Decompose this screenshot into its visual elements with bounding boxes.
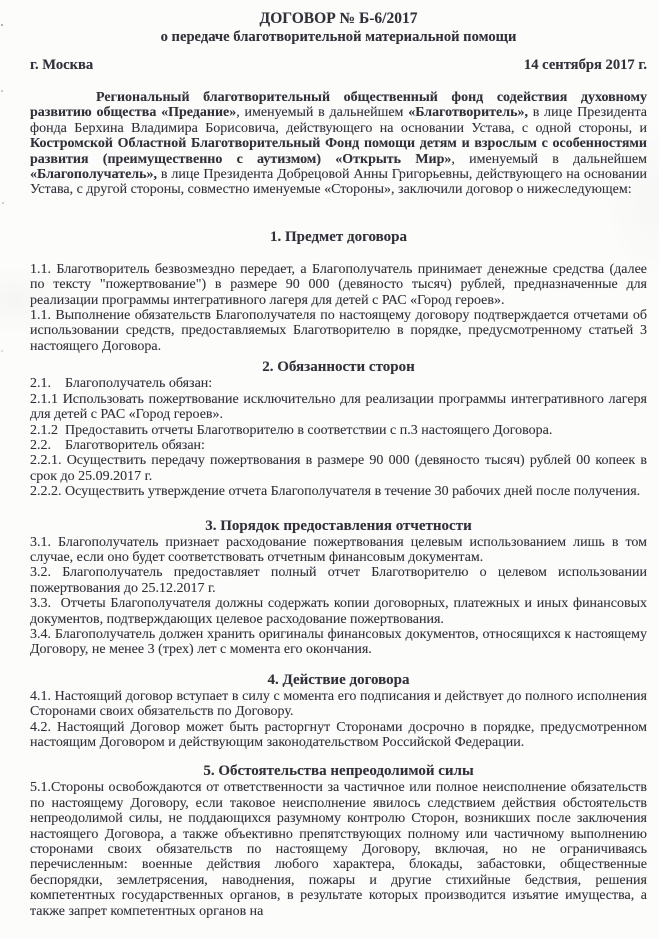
section-subject	[30, 228, 647, 354]
section-reporting	[30, 517, 647, 658]
clause-1-1: 1.1. Благотворитель безвозмездно передает, а Благополучатель принимает денежные средства (далее по тексту "пожертвование") в размере 90 000 (девяносто тысяч) рублей, предназначенные для реализации программы интегративного лагеря для детей с РАС «Город героев».	[30, 261, 647, 308]
clause-3-1: 3.1. Благополучатель признает расходование пожертвования целевым использованием лишь в том случае, если оно будет соответствовать отчетным финансовым документам.	[30, 534, 647, 565]
clause-2-2-2: 2.2.2. Осуществить утверждение отчета Благополучателя в течение 30 рабочих дней после получения.	[30, 484, 641, 500]
section-force-majeure	[30, 762, 647, 919]
clause-3-3: 3.3. Отчеты Благополучателя должны содержать копии договорных, платежных и иных финансовых документов, подтверждающих целевое расходование пожертвования.	[30, 596, 647, 627]
preamble-text: в лице Президента Добрецовой Анны Григорьевны, действующего на основании Устава, с другой стороны, совместно именуемые «Стороны», заключили договор о нижеследующем:	[30, 167, 647, 198]
document-city: г. Москва	[30, 57, 94, 73]
place-date-row	[30, 57, 647, 74]
preamble-text: , именуемый в дальнейшем	[236, 105, 409, 121]
clause-2-2: 2.2. Благотворитель обязан:	[30, 437, 205, 453]
clause-2-1-2: 2.1.2 Предоставить отчеты Благотворителю в соответствии с п.3 настоящего Договора.	[30, 422, 553, 438]
clause-3-4: 3.4. Благополучатель должен хранить оригиналы финансовых документов, относящихся к настоящему Договору, не менее 3 (трех) лет с момента его окончания.	[30, 626, 647, 658]
preamble-text: , именуемый в дальнейшем	[451, 151, 647, 167]
clause-1-1-duplicate: 1.1. Выполнение обязательств Благополучателя по настоящему договору подтверждается отчетами об использовании средств, предоставляемых Благотворителю в порядке, предусмотренному статьей 3 настоящего Договора.	[30, 308, 647, 354]
clause-5-1: 5.1.Стороны освобождаются от ответственности за частичное или полное неисполнение обязательств по настоящему Договору, если таковое неисполнение явилось следствием действия обстоятельств непреодолимой силы, не поддающихся разумному контролю Сторон, возникших после заключения настоящего Договора, а также объективно препятствующих полному или частичному выполнению сторонами своих обязательств по настоящему Договору, включая, но не ограничиваясь перечисленным: военные действия любого характера, блокады, забастовки, общественные беспорядки, землетрясения, наводнения, пожары и другие стихийные бедствия, решения компетентных государственных органов, в результате которых производится изъятие имущества, а также запрет компетентных органов на	[30, 780, 647, 919]
document-subtitle: о передаче благотворительной материальной помощи	[160, 29, 517, 45]
section-1-heading: 1. Предмет договора	[269, 228, 408, 245]
section-2-heading: 2. Обязанности сторон	[262, 359, 415, 376]
document-date: 14 сентября 2017 г.	[523, 57, 647, 73]
clause-4-1: 4.1. Настоящий договор вступает в силу с момента его подписания и действует до полного исполнения Сторонами своих обязательств по Договору.	[30, 688, 647, 720]
preamble-beneficiary-name: Костромской Областной Благотворительный Фонд помощи детям и взрослым с особенностями развития (преимущественно с аутизмом) «Открыть Мир»	[30, 136, 647, 167]
clause-2-2-1: 2.2.1. Осуществить передачу пожертвования в размере 90 000 (девяносто тысяч) рублей 00 копеек в срок до 25.09.2017 г.	[30, 453, 647, 484]
section-4-heading: 4. Действие договора	[267, 671, 410, 688]
section-3-heading: 3. Порядок предоставления отчетности	[205, 517, 472, 534]
preamble-beneficiary-term: «Благополучатель»,	[30, 167, 158, 183]
section-validity	[30, 671, 647, 751]
preamble-benefactor-term: «Благотворитель»,	[408, 105, 528, 121]
clause-2-1-1: 2.1.1 Использовать пожертвование исключительно для реализации программы интегративного лагеря для детей с РАС «Город героев».	[30, 391, 647, 423]
section-5-heading: 5. Обстоятельства непреодолимой силы	[203, 763, 474, 780]
preamble-text: в лице Президента фонда Берхина Владимира Борисовича, действующего на основании Устава, с одной стороны, и	[30, 105, 647, 136]
clause-2-1: 2.1. Благополучатель обязан:	[30, 376, 213, 392]
section-obligations	[30, 358, 647, 499]
preamble-paragraph	[30, 90, 647, 198]
clause-4-2: 4.2. Настоящий Договор может быть расторгнут Сторонами досрочно в порядке, предусмотренном настоящим Договором и действующим законодательством Российской Федерации.	[30, 719, 647, 750]
document-title: ДОГОВОР № Б-6/2017	[259, 10, 418, 27]
clause-3-2: 3.2. Благополучатель предоставляет полный отчет Благотворителю о целевом использовании пожертвования до 25.12.2017 г.	[30, 565, 647, 596]
preamble-benefactor-name: Региональный благотворительный общественный фонд содействия духовному развитию общества «Предание»	[30, 90, 647, 121]
